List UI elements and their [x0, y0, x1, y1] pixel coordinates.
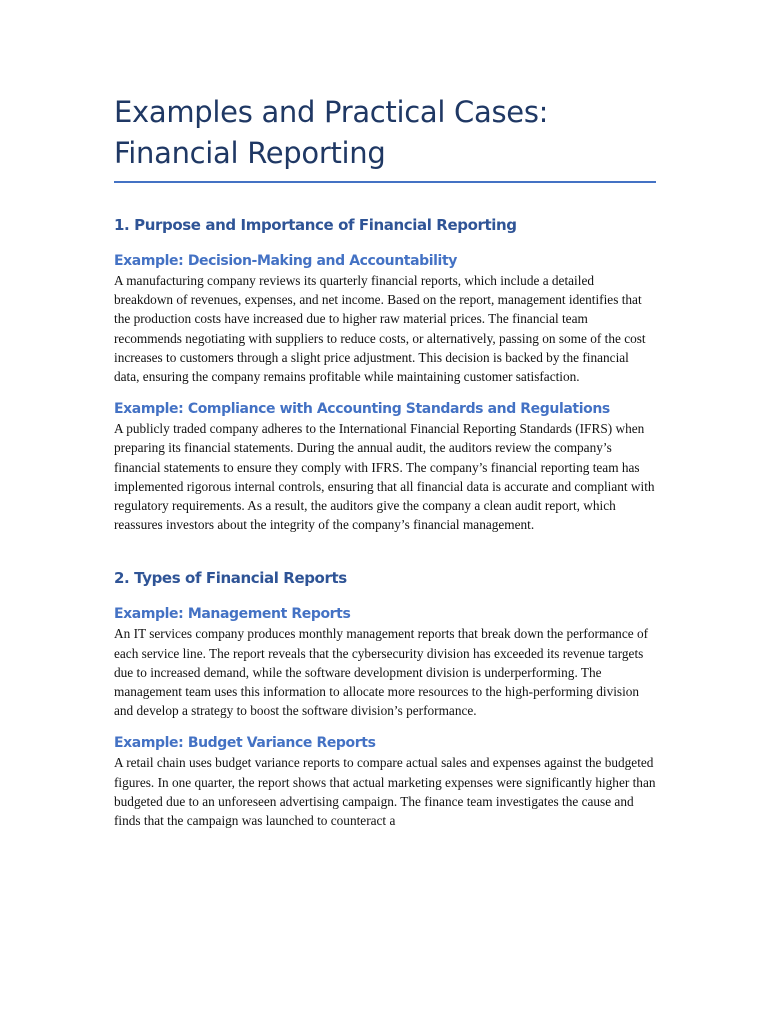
section-heading: 2. Types of Financial Reports [114, 569, 347, 588]
example-paragraph: A manufacturing company reviews its quarterly financial reports, which include a detailed breakdown of revenues, expenses, and net income. Based on the report, management identifies that the production costs have increased due to higher raw material prices. The financial team recommends negotiating with suppliers to reduce costs, or alternatively, passing on some of the cost increases to customers through a slight price adjustment. This decision is backed by the financial data, ensuring the company remains profitable while maintaining customer satisfaction. [114, 273, 646, 385]
example-paragraph: A publicly traded company adheres to the International Financial Reporting Standards (IFRS) when preparing its financial statements. During the annual audit, the auditors review the company’s financial statements to ensure they comply with IFRS. The company’s financial reporting team has implemented rigorous internal controls, ensuring that all financial data is accurate and compliant with regulatory requirements. As a result, the auditors give the company a clean audit report, which reassures investors about the integrity of the company’s financial management. [114, 421, 655, 533]
example-heading: Example: Budget Variance Reports [114, 735, 376, 752]
title-divider [114, 181, 656, 183]
example-heading: Example: Compliance with Accounting Standards and Regulations [114, 401, 610, 418]
document-title: Examples and Practical Cases: Financial Reporting [114, 95, 549, 170]
example-paragraph: A retail chain uses budget variance reports to compare actual sales and expenses against the budgeted figures. In one quarter, the report shows that actual marketing expenses were significantly higher than budgeted due to an unforeseen advertising campaign. The finance team investigates the cause and finds that the campaign was launched to counteract a [114, 755, 656, 829]
document-page [114, 92, 656, 830]
section-purpose-importance [114, 215, 656, 534]
example-paragraph: An IT services company produces monthly management reports that break down the performance of each service line. The report reveals that the cybersecurity division has exceeded its revenue targets due to increased demand, while the software development division is underperforming. The management team uses this information to allocate more resources to the high-performing division and develop a strategy to boost the software division’s performance. [114, 626, 649, 719]
section-heading: 1. Purpose and Importance of Financial Reporting [114, 216, 517, 234]
example-heading: Example: Decision-Making and Accountability [114, 253, 457, 269]
example-heading: Example: Management Reports [114, 606, 351, 623]
section-types-of-reports [114, 568, 656, 830]
